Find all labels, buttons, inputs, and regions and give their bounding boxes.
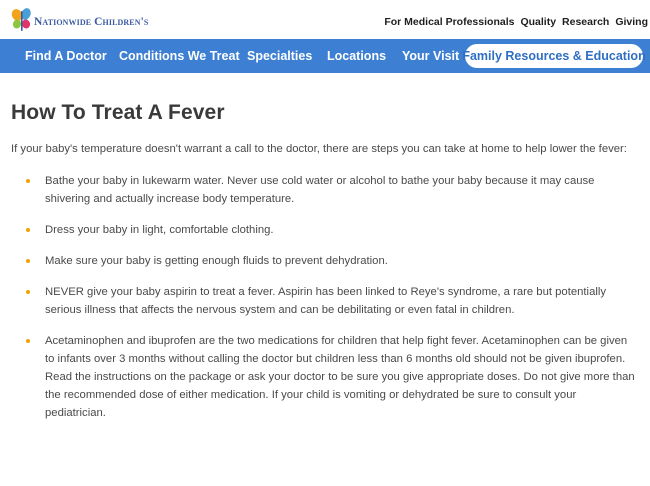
list-item	[11, 221, 639, 239]
nav-item-locations[interactable]: Locations	[327, 49, 387, 63]
list-item-text: Bathe your baby in lukewarm water. Never use cold water or alcohol to bathe your baby because it may cause shivering and actually increase body temperature.	[45, 175, 595, 205]
bullet-icon	[26, 290, 30, 294]
logo-text: Nationwide Children's	[34, 15, 149, 28]
utility-link-research[interactable]: Research	[562, 16, 610, 28]
butterfly-logo-icon	[11, 7, 33, 33]
nav-item-your-visit[interactable]: Your Visit	[402, 49, 460, 63]
utility-link-medical-professionals[interactable]: For Medical Professionals	[384, 16, 515, 28]
utility-link-quality[interactable]: Quality	[520, 16, 557, 28]
top-bar	[0, 0, 650, 39]
bullet-icon	[26, 339, 30, 343]
tips-list	[11, 172, 639, 422]
nav-item-find-a-doctor[interactable]: Find A Doctor	[25, 49, 107, 63]
utility-nav	[384, 16, 648, 28]
list-item-text: Acetaminophen and ibuprofen are the two medications for children that help fight fever. Acetaminophen can be given to infants over 3 months without calling the doctor but children less than 6 months old should not be given ibuprofen. Read the instructions on the package or ask your doctor to be sure you give appropriate doses. Do not give more than the recommended dose of either medication. If your child is vomiting or dehydrated be sure to consult your pediatrician.	[45, 335, 635, 419]
page-title: How To Treat A Fever	[11, 101, 225, 124]
bullet-icon	[26, 228, 30, 232]
list-item-text: Dress your baby in light, comfortable clothing.	[45, 224, 274, 236]
list-item	[11, 172, 639, 208]
main-nav	[0, 39, 650, 73]
list-item	[11, 252, 639, 270]
bullet-icon	[26, 179, 30, 183]
utility-link-giving[interactable]: Giving	[615, 16, 648, 28]
site-logo[interactable]	[11, 6, 148, 34]
nav-item-specialties[interactable]: Specialties	[247, 49, 313, 63]
bullet-icon	[26, 259, 30, 263]
list-item	[11, 332, 639, 422]
list-item-text: Make sure your baby is getting enough fluids to prevent dehydration.	[45, 255, 388, 267]
list-item	[11, 283, 639, 319]
nav-item-conditions-we-treat[interactable]: Conditions We Treat	[119, 49, 240, 63]
article	[11, 100, 639, 435]
nav-item-family-resources-education[interactable]: Family Resources & Education	[465, 44, 643, 68]
article-intro: If your baby's temperature doesn't warrant a call to the doctor, there are steps you can take at home to help lower the fever:	[11, 143, 627, 155]
list-item-text: NEVER give your baby aspirin to treat a fever. Aspirin has been linked to Reye's syndrome, a rare but potentially serious illness that affects the nervous system and can be debilitating or even fatal in children.	[45, 286, 607, 316]
